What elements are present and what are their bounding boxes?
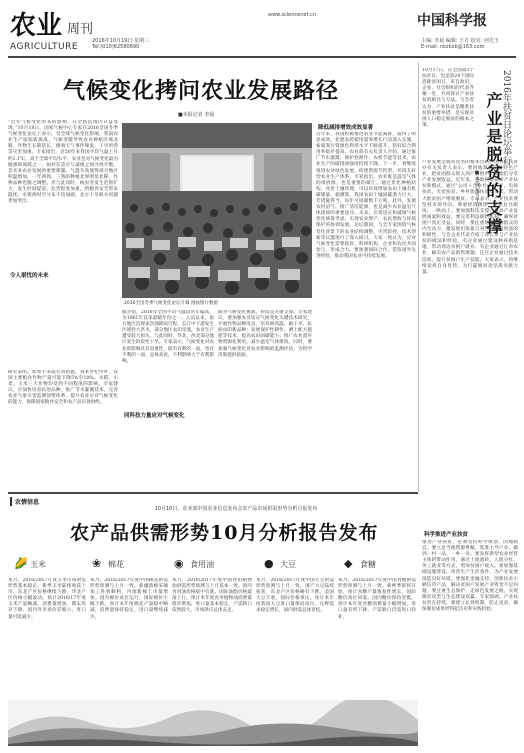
photo-caption: 2016全国冬季气候变化论坛开幕 漫画图片数据 [124, 301, 218, 306]
main-body-col1b: 研究表明，如果不采取有效措施，到本世纪中叶，我国主要粮食作物产量可能下降5%至10%。水稻、小麦、玉米三大作物均受到不同程度的影响。专家建议，应加快培育抗逆品种，推广节水灌溉技术，完善农业气象灾害监测预警体系，提升农业应对气候变化的能力，保障国家粮食安全和农产品有效供给。 [8, 370, 118, 406]
sidebar-vertical-byline: ■本报记者 王方 [474, 170, 480, 208]
masthead-rule [8, 56, 516, 58]
right-bottom-body: 推进产业扶贫，必须坚持科学规划、因地制宜。要立足当地资源禀赋，选准主导产业，做到一村一品、一乡一业。要发挥新型农业经营主体的带动作用，通过土地流转、入股分红、务工就业等方式，增加贫困户收入。要加强基础设施建设，改善生产生活条件，为产业发展创造良好环境。要强化金融支持，创新扶贫小额信贷产品，解决贫困户发展产业资金不足问题。要注重生态保护，走绿色发展之路，实现脱贫攻坚与生态建设双赢。专家强调，产业扶贫贵在持续，要建立长效机制，防止返贫，确保脱贫成果经得起历史和实践检验。 [422, 540, 518, 613]
photo-svg [122, 123, 312, 298]
subhead-emission: 降低减排增效成效显著 [318, 125, 374, 131]
bottom-section-tag: 农情信息 [10, 497, 39, 506]
sidebar-vertical-kicker: 2016年扶贫日论坛举行 [501, 70, 511, 165]
landscape-svg [8, 700, 418, 746]
commodity-soybean [264, 555, 334, 573]
section-english: AGRICULTURE [10, 42, 79, 52]
main-headline: 气候变化拷问农业发展路径 [63, 78, 340, 104]
landscape-illustration [8, 700, 418, 746]
sidebar-vertical-title: 产业是脱贫的支撑 [484, 92, 503, 236]
email: E-mail: nkzkxb@163.com [421, 44, 485, 50]
subhead-tech: 同科技力量应对气候变化 [124, 410, 185, 420]
sugar-column: 本月，2016/2017年度中国食糖供需形势预测与上月一致。新榨季即将开始，预计食糖产量恢复性增长。国际糖价高位回落，国内糖价保持坚挺。预计本年度食糖消费量小幅增加，进口量有所下降，产需缺口仍需进口弥补。 [338, 578, 416, 620]
sidebar-body: 产业发展是脱贫攻坚的根本出路。国务院扶贫办有关负责人表示，要因地制宜发展特色产业，把贫困群众嵌入到产业链中，让他们分享产业发展收益。近年来，各地积极探索产业扶贫新模式，通过“公司＋合作社＋农户”、电商扶贫、光伏扶贫、乡村旅游扶贫等方式，带动大批贫困户增收脱贫。专家表示，产业扶贫要坚持市场导向，尊重经济规律，避免盲目跟风、一哄而上。要加强科技支撑，提高产业发展质量和效益。要完善利益联结机制，确保贫困户真正受益。同时，要注重培育贫困群众的内生动力，激发他们依靠自身努力脱贫致富的积极性。与会企业代表介绍了各自参与产业扶贫的做法和经验。有企业通过建设种养殖基地，带动周边贫困户就业；有企业通过订单农业，解决农产品销售难题；还有企业通过技术培训，提升贫困户生产技能。大家表示，将继续发挥自身优势，为打赢脱贫攻坚战贡献力量。 [422, 160, 518, 275]
commodity-oil [174, 555, 254, 573]
sugar-icon: ◆ [344, 557, 353, 570]
issue-phone: Tel:(010)62580690 [92, 44, 140, 50]
editors: 主编: 李晨 编辑: 王方 校对: 何先玉 [421, 38, 500, 44]
bottom-subhead: 10月10日，农业部中国农业信息发布会农产品市场供需形势分析月报发布 [154, 506, 318, 512]
commodity-banner [8, 553, 418, 575]
main-body-col2: 据介绍，2016年全国平均气温较常年偏高，为1961年以来最暖年份之一。入汛以来，南方地区出现多次强降雨过程，长江中下游发生区域性大洪水，部分地区农田受淹，农业生产遭受较大损失。与此同时，华北、西北部分地区发生阶段性干旱。专家表示，气候变化对农业的影响具有双重性，既有有利的一面，也有不利的一面。总体来看，不利影响大于有利影响。 [122, 310, 214, 364]
commodity-label: 棉花 [108, 560, 124, 569]
commodity-corn [14, 555, 84, 573]
corn-icon: 🌽 [14, 557, 28, 570]
corn-column: 本月，2016/2017年度玉米市场供需形势基本稳定。新季玉米陆续收获上市，东北产区价格继续下跌，华北产区价格小幅波动。预计2016/17年度玉米产量略减，消费量增加，期末库存下降。国内外市场价差缩小，进口量可能减少。 [8, 578, 86, 620]
commodity-sugar [344, 555, 414, 573]
commodity-label: 大豆 [280, 560, 296, 569]
oil-column: 本月，2016/2017年度中国食用植物油供需形势预测与上月基本一致。国内食用油价格稳中有涨，国际油脂价格震荡上行。预计本年度食用植物油消费量稳步增加，进口量基本稳定，产需缺口依然较大，市场供应总体充足。 [172, 578, 252, 614]
right-bottom-subhead: 科学推进产业扶贫 [424, 532, 469, 538]
cotton-column: 本月，2016/2017年度中国棉花供需形势预测与上月一致。新疆新棉采摘加工进展顺利，内地新棉上市量增加。国内棉价高位运行，国际棉价小幅下跌。预计本年度棉花产量稳中略减，消费量保持稳定，进口量继续减少。 [90, 578, 168, 620]
main-body-col3: 面对气候变化挑战，科技是关键支撑。专家建议，要加强农业适应气候变化关键技术研究，开展作物品种改良，培育耐高温、耐干旱、抗病虫的新品种；发展保护性耕作、测土配方施肥等技术，提高农田固碳能力；推广农业废弃物资源化利用，减少温室气体排放。同时，要加强气候变化对农业影响的监测评估，为科学决策提供依据。 [218, 310, 312, 358]
sidebar-divider [418, 62, 419, 492]
conference-photo [122, 123, 312, 298]
section-title: 农业 [10, 11, 63, 41]
website: www.sciencenet.cn [268, 12, 316, 18]
section-weekly: 周刊 [67, 22, 94, 37]
commodity-label: 玉米 [30, 560, 46, 569]
sidebar-lead: 10月17日，在全国第3个扶贫日，也是第24个国际消除贫困日，来自政府、企业、社会组织的代表齐聚一堂，共同探讨产业扶贫的路径与方法。与会者认为，产业扶贫是精准扶贫的重要举措，是实现贫困人口稳定脱贫的根本之策。 [422, 68, 474, 128]
main-byline: ■本报记者 李晨 [178, 112, 215, 118]
commodity-cotton [92, 555, 162, 573]
soybean-column: 本月，2016/2017年度中国大豆供需形势预测与上月一致。国产大豆陆续收获，东北产区价格略有下跌。美国大豆丰收，国际价格承压。预计本年度我国大豆进口量保持高位，压榨需求稳定增长，国内供需总体宽松。 [256, 578, 334, 614]
commodity-label: 食用油 [190, 560, 214, 569]
main-body-col1: “近年气候变化带来的影响，在全国范围内日益显现。”10月18日，国家气候中心专家在2016全国冬季气候变化论坛上表示，受全球气候变化影响，我国农业生产面临新挑战。气候变暖导致农业种植区域北移，作物生长期延长，极端天气事件频发，干旱洪涝等灾害加重。专家指出，近50年来我国平均气温上升约1.1℃，高于全球平均水平。农业是对气候变化最为敏感的领域之一，如何在适应与减缓之间寻找平衡，是未来农业发展的重要课题。气温升高使得部分地区积温增加，一年两熟、三熟的种植北界明显北移，作物品种也随之调整。但与此同时，病虫害发生范围扩大，发生时间提前，危害程度加重，给粮食安全带来隐忧。水资源时空分布不均加剧，北方干旱缺水问题更加突出。 [8, 120, 118, 205]
paper-name: 中国科学报 [417, 13, 487, 29]
oil-icon: ◉ [174, 557, 184, 570]
issue-date: 2016年10月19日 星期三 [92, 38, 150, 44]
masthead [0, 0, 524, 62]
soybean-icon: ● [264, 557, 274, 570]
subhead-future: 令人堪忧的未来 [10, 270, 49, 280]
cotton-icon: ❀ [92, 557, 102, 570]
main-body-col4: 近年来，我国积极推进农业节能减排，取得了明显成效。化肥农药使用量零增长行动深入实施，畜禽粪污资源化利用水平不断提升，秸秆综合利用率稳步提高。农业部有关负责人介绍，通过推广节水灌溉、保护性耕作、农机节能等技术，农业生产的碳排放强度持续下降。下一步，将继续推进农业绿色发展，构建资源节约型、环境友好型农业生产体系。专家指出，农业既是温室气体的排放源，也是重要的碳汇。通过优化种植结构、改善土壤管理，可以有效增加农田土壤有机碳储量。据测算，我国农田土壤固碳潜力巨大，若措施得当，每年可固碳数千万吨。此外，发展农村沼气、推广清洁能源，也是减少农业温室气体排放的重要途径。未来，应将适应和减缓气候变化统筹考虑，实现农业增产、农民增收与环境保护的协调发展。论坛期间，与会专家围绕气候变化背景下的农业结构调整、灾害防控、技术创新等议题进行了深入研讨。大家一致认为，应对气候变化需要政府、科研机构、企业和农民共同参与，形成合力。要加强国际合作，借鉴国外先进经验，推动我国农业可持续发展。 [316, 132, 416, 259]
commodity-label: 食糖 [360, 560, 376, 569]
bottom-headline: 农产品供需形势10月分析报告发布 [70, 522, 379, 544]
bottom-rule [8, 492, 418, 494]
